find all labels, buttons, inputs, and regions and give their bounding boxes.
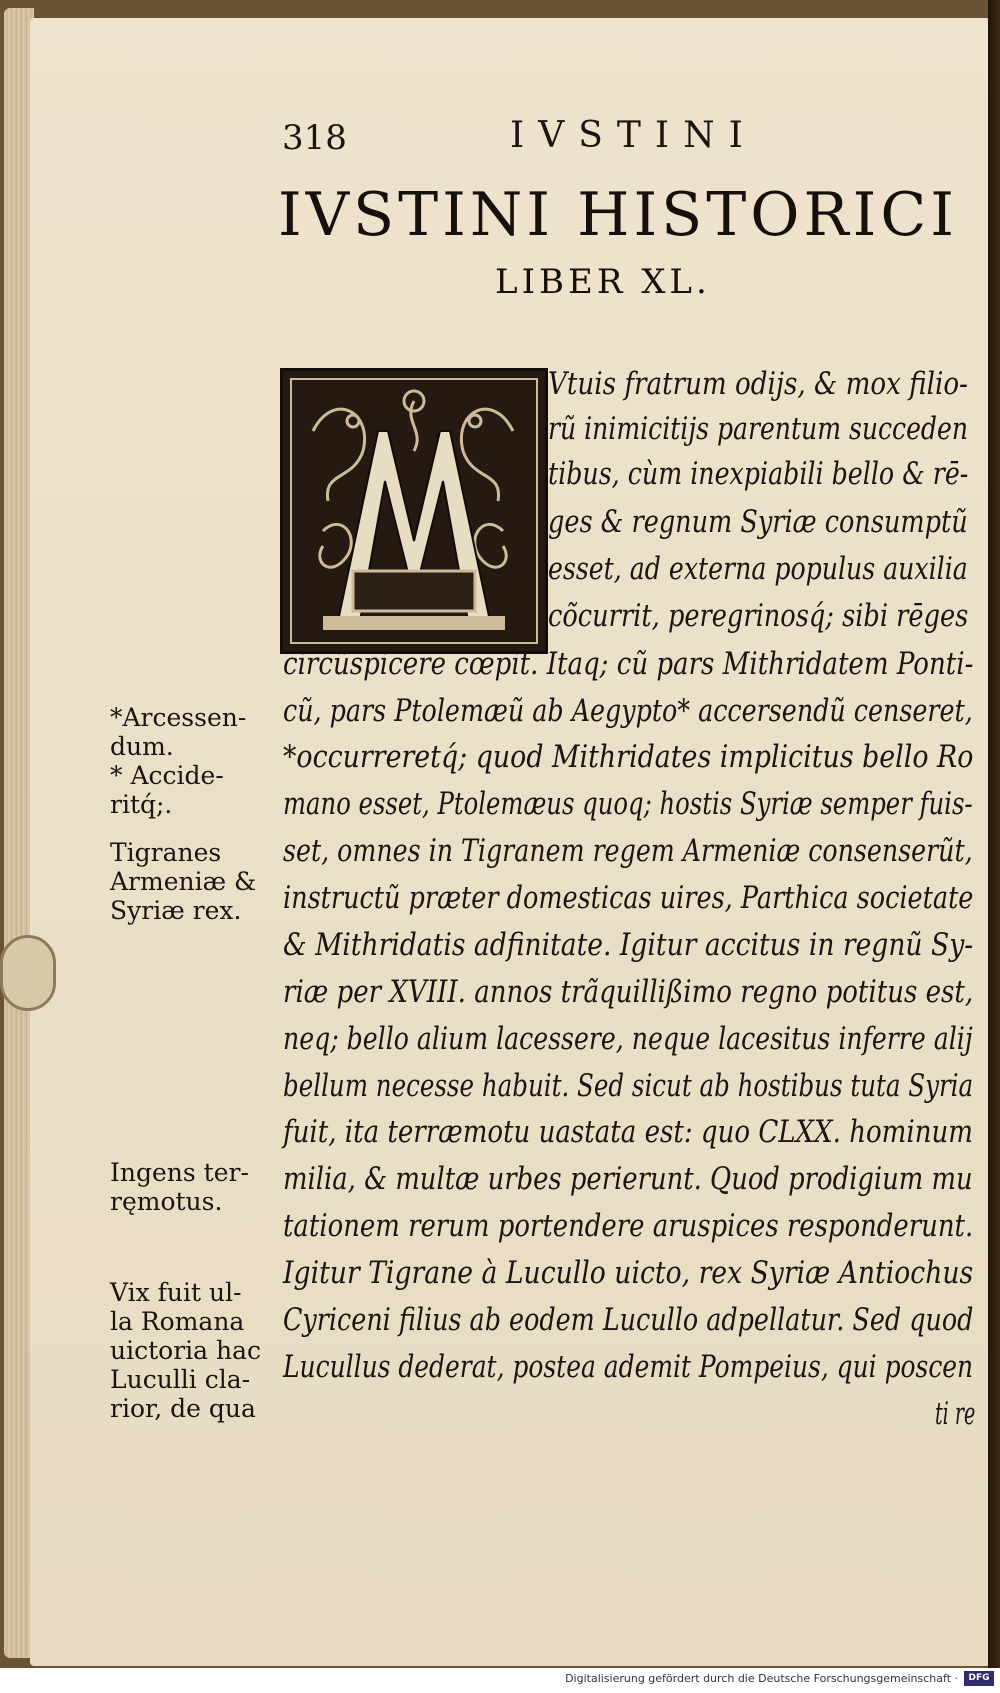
body-line: cũ, pars Ptolemæũ ab Aegypto* accersendũ censeret, <box>283 693 973 729</box>
margin-note <box>110 838 256 925</box>
body-line: tibus, cùm inexpiabili bello & rē- <box>548 456 969 492</box>
book-title: IVSTINI HISTORICI <box>278 180 958 250</box>
margin-note <box>110 703 246 819</box>
body-line: circũspicere cœpit. Itaq; cũ pars Mithridatem Ponti- <box>283 646 974 682</box>
margin-note-line: ritq́;. <box>110 790 173 819</box>
body-line: bellum necesse habuit. Sed sicut ab hostibus tuta Syria <box>283 1068 974 1104</box>
dfg-logo: DFG <box>964 1671 994 1686</box>
margin-note-line: * Accide- <box>110 761 224 790</box>
margin-note-line: ręmotus. <box>110 1187 223 1216</box>
body-line: rũ inimicitijs parentum succeden <box>548 411 968 447</box>
margin-note-line: Luculli cla- <box>110 1365 251 1394</box>
body-line: neq; bello alium lacessere, neque lacesitus inferre alij <box>283 1021 973 1057</box>
margin-note <box>110 1158 249 1216</box>
body-line: ges & regnum Syriæ consumptũ <box>548 504 968 540</box>
margin-note-line: Tigranes <box>110 838 222 867</box>
body-line: Vtuis fratrum odijs, & mox filio- <box>548 366 968 402</box>
body-line: Cyriceni filius ab eodem Lucullo adpellatur. Sed quod <box>283 1302 974 1338</box>
decorated-initial-icon <box>280 368 548 654</box>
body-line: cõcurrit, peregrinosq́; sibi rēges <box>548 598 969 634</box>
body-line: *occurreretq́; quod Mithridates implicitus bello Ro <box>283 739 974 775</box>
body-line: fuit, ita terræmotu uastata est: quo CLXX. hominum <box>283 1114 973 1150</box>
body-line: & Mithridatis adfinitate. Igitur accitus in regnũ Sy- <box>283 927 974 963</box>
body-line: riæ per XVIII. annos trãquillißimo regno potitus est, <box>283 974 974 1010</box>
body-line: ti re <box>935 1396 976 1432</box>
page-number: 318 <box>282 118 347 158</box>
gutter-shadow <box>988 0 1000 1668</box>
body-line: tationem rerum portendere aruspices responderunt. <box>283 1208 974 1244</box>
margin-note-line: Ingens ter- <box>110 1158 249 1187</box>
margin-note-line: Vix fuit ul- <box>110 1278 242 1307</box>
margin-note-line: Armeniæ & <box>110 867 257 896</box>
body-line: mano esset, Ptolemæus quoq; hostis Syriæ semper fuis- <box>283 786 973 822</box>
decorated-initial-graphic <box>283 371 545 651</box>
body-line: esset, ad externa populus auxilia <box>548 551 968 587</box>
body-line: milia, & multæ urbes perierunt. Quod prodigium mu <box>283 1161 973 1197</box>
margin-note-line: uictoria hac <box>110 1336 262 1365</box>
digitization-credit: Digitalisierung gefördert durch die Deutsche Forschungsgemeinschaft · <box>565 1672 958 1685</box>
margin-note <box>110 1278 261 1423</box>
margin-note-line: la Romana <box>110 1307 245 1336</box>
running-head: IVSTINI <box>510 115 757 156</box>
body-line: Lucullus dederat, postea ademit Pompeius, qui poscen <box>283 1349 974 1385</box>
body-line: instructũ præter domesticas uires, Parthica societate <box>283 880 974 916</box>
book-subtitle: LIBER XL. <box>495 262 711 302</box>
body-line: set, omnes in Tigranem regem Armeniæ consenserũt, <box>283 833 973 869</box>
margin-note-line: rior, de qua <box>110 1394 256 1423</box>
body-line: Igitur Tigrane à Lucullo uicto, rex Syriæ Antiochus <box>283 1255 974 1291</box>
book-clasp <box>0 935 56 1011</box>
margin-note-line: *Arcessen- <box>110 703 247 732</box>
margin-note-line: Syriæ rex. <box>110 896 242 925</box>
margin-note-line: dum. <box>110 732 174 761</box>
